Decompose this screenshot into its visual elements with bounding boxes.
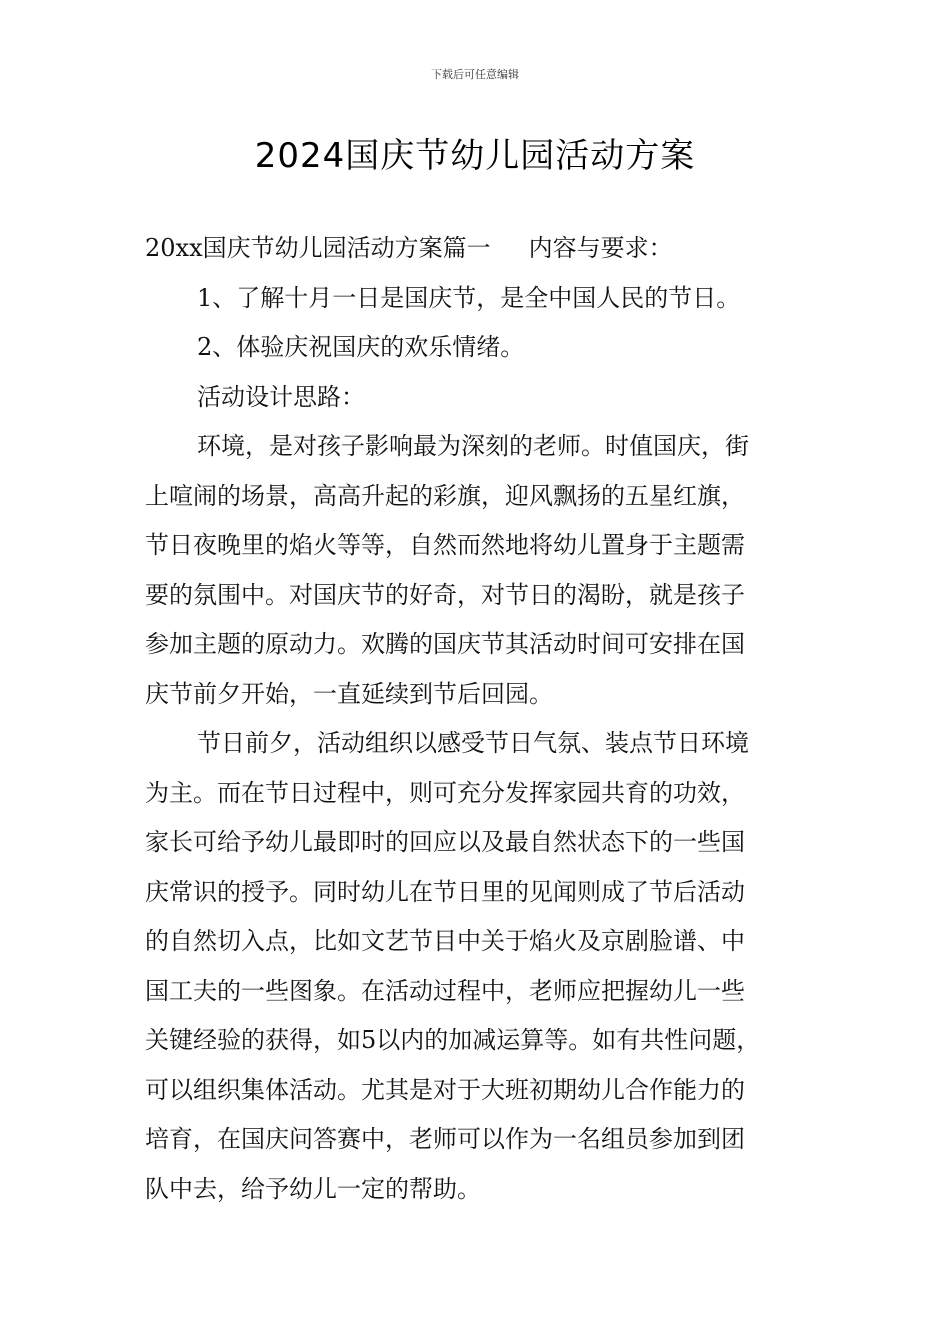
list-item: 2、体验庆祝国庆的欢乐情绪。 <box>197 333 525 361</box>
paragraph-line: 节日前夕，活动组织以感受节日气氛、装点节日环境 <box>197 729 749 757</box>
paragraph-line: 庆常识的授予。同时幼儿在节日里的见闻则成了节后活动 <box>145 877 745 906</box>
paragraph-line: 可以组织集体活动。尤其是对于大班初期幼儿合作能力的 <box>145 1075 745 1104</box>
list-item: 1、了解十月一日是国庆节，是全中国人民的节日。 <box>197 283 741 312</box>
paragraph-line: 参加主题的原动力。欢腾的国庆节其活动时间可安排在国 <box>145 630 745 658</box>
section-label: 活动设计思路： <box>197 382 365 411</box>
section-subheading <box>145 224 810 274</box>
header-note: 下载后可任意编辑 <box>431 68 519 81</box>
document-title: 2024国庆节幼儿园活动方案 <box>254 136 696 176</box>
paragraph-line: 庆节前夕开始，一直延续到节后回园。 <box>145 679 553 708</box>
paragraph-line: 环境，是对孩子影响最为深刻的老师。时值国庆，街 <box>197 432 749 460</box>
section-heading: 20xx国庆节幼儿园活动方案篇一 <box>145 234 491 262</box>
paragraph-environment <box>145 422 810 719</box>
paragraph-line: 的自然切入点，比如文艺节目中关于焰火及京剧脸谱、中 <box>145 927 745 955</box>
paragraph-line: 节日夜晚里的焰火等等，自然而然地将幼儿置身于主题需 <box>145 531 745 559</box>
paragraph-line: 队中去，给予幼儿一定的帮助。 <box>145 1174 481 1203</box>
paragraph-line: 为主。而在节日过程中，则可充分发挥家园共育的功效， <box>145 778 745 807</box>
document-body <box>145 224 810 1214</box>
paragraph-festival <box>145 719 810 1214</box>
paragraph-line: 家长可给予幼儿最即时的回应以及最自然状态下的一些国 <box>145 828 745 856</box>
paragraph-line: 要的氛围中。对国庆节的好奇，对节日的渴盼，就是孩子 <box>145 580 745 609</box>
content-requirements-label: 内容与要求： <box>528 234 673 262</box>
paragraph-line: 上喧闹的场景，高高升起的彩旗，迎风飘扬的五星红旗， <box>145 481 745 510</box>
paragraph-line: 国工夫的一些图象。在活动过程中，老师应把握幼儿一些 <box>145 976 745 1005</box>
paragraph-line: 关键经验的获得，如5以内的加减运算等。如有共性问题， <box>145 1026 761 1054</box>
paragraph-line: 培育，在国庆问答赛中，老师可以作为一名组员参加到团 <box>145 1125 745 1153</box>
